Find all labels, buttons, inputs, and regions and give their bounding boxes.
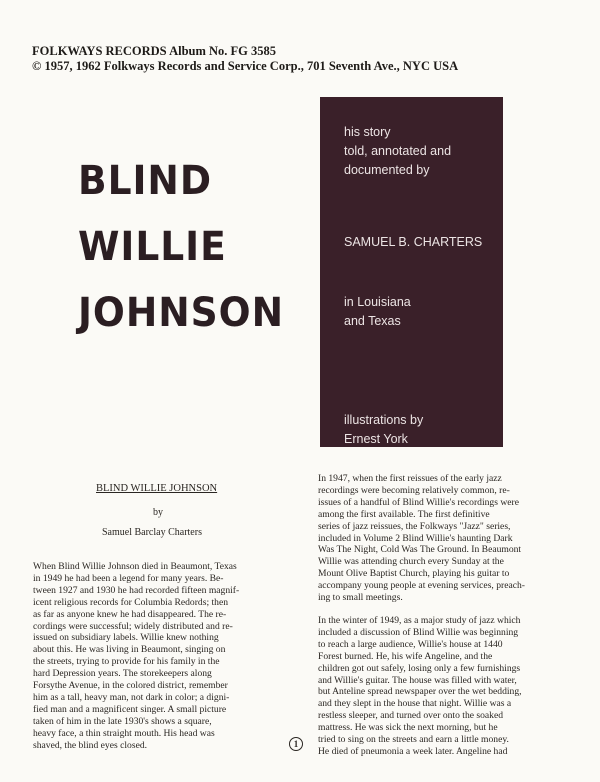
text-line: Forsythe Avenue, in the colored district, remember (33, 680, 228, 692)
text-line: the streets, trying to provide for his family in the (33, 656, 220, 668)
text-line: cordings were successful; widely distributed and re- (33, 620, 233, 632)
text-line: issued on subsidiary labels. Willie knew nothing (33, 632, 219, 644)
text-line: but Anteline spread newspaper over the wet bedding, (318, 686, 522, 698)
right-column (318, 473, 525, 758)
text-line: Willie was attending church every Sunday at the (318, 556, 504, 568)
text-line: issues of a handful of Blind Willie's recordings were (318, 496, 519, 508)
panel-line: told, annotated and (344, 144, 452, 158)
text-line: When Blind Willie Johnson died in Beaumont, Texas (33, 561, 237, 572)
album-catalog-line: FOLKWAYS RECORDS Album No. FG 3585 (32, 44, 277, 58)
text-line: and they slept in the house that night. Willie was a (318, 698, 512, 710)
copyright-line: © 1957, 1962 Folkways Records and Service Corp., 701 Seventh Ave., NYC USA (32, 59, 459, 73)
text-line: fied man and a magnificent singer. A small picture (33, 703, 227, 715)
text-line: among the first available. The first definitive (318, 508, 490, 520)
text-line: restless sleeper, and turned over onto the soaked (318, 710, 504, 722)
panel-story-credit (344, 123, 451, 180)
panel-illustrations (344, 411, 423, 449)
article-author: Samuel Barclay Charters (102, 527, 202, 538)
left-column (33, 561, 239, 752)
title-line: BLIND (78, 158, 212, 204)
text-line: Forest burned. He, his wife Angeline, and the (318, 650, 493, 662)
panel-line: his story (344, 125, 391, 139)
page-number: 1 (289, 737, 303, 751)
panel-line: illustrations by (344, 413, 424, 427)
text-line: mattress. He was sick the next morning, but he (318, 722, 498, 734)
text-line: tried to sing on the streets and earn a little money. (318, 734, 509, 746)
credits-panel (320, 97, 503, 447)
panel-line: and Texas (344, 314, 401, 328)
text-line: Was The Night, Cold Was The Ground. In Beaumont (318, 544, 522, 556)
text-line: as far as anyone knew he had disappeared. The re- (33, 608, 227, 620)
panel-line: in Louisiana (344, 295, 411, 309)
text-line: children got out safely, losing only a few furnishings (318, 662, 521, 674)
right-paragraph-1 (318, 473, 525, 604)
panel-line: Ernest York (344, 432, 408, 446)
text-line: tween 1927 and 1930 he had recorded fifteen magnif- (33, 584, 240, 596)
title-line: JOHNSON (78, 290, 284, 336)
article-title: BLIND WILLIE JOHNSON (96, 483, 218, 494)
text-line: included in Volume 2 Blind Willie's haunting Dark (318, 532, 513, 544)
text-line: about this. He was living in Beaumont, singing on (33, 644, 226, 656)
title-line: WILLIE (78, 224, 227, 270)
text-line: in 1949 he had been a legend for many years. Be- (33, 572, 224, 584)
album-title (78, 148, 297, 346)
text-line: heavy face, a thin straight mouth. His head was (33, 727, 215, 739)
panel-location (344, 293, 411, 331)
text-line: him as a tall, heavy man, not dark in color; a digni- (33, 691, 230, 703)
text-line: He died of pneumonia a week later. Angeline had (318, 745, 508, 757)
panel-line: documented by (344, 163, 430, 177)
right-paragraph-2 (318, 615, 525, 758)
text-line: taken of him in the late 1930's shows a square, (33, 715, 212, 727)
text-line: Mount Olive Baptist Church, playing his guitar to (318, 568, 510, 580)
text-line: included a discussion of Blind Willie was beginning (318, 626, 519, 638)
panel-author: SAMUEL B. CHARTERS (344, 235, 483, 249)
text-line: icent religious records for Columbia Redords; then (33, 596, 229, 608)
text-line: In 1947, when the first reissues of the early jazz (318, 473, 502, 484)
text-line: shaved, the blind eyes closed. (33, 739, 148, 751)
text-line: In the winter of 1949, as a major study of jazz which (318, 614, 521, 626)
text-line: to reach a large audience, Willie's house at 1440 (318, 638, 503, 650)
article-by: by (153, 507, 163, 518)
text-line: accompany young people at evening services, preach- (318, 580, 525, 592)
text-line: hard Depression years. The storekeepers along (33, 668, 212, 680)
album-header (32, 44, 572, 74)
text-line: ing to small meetings. (318, 592, 403, 604)
text-line: recordings were becoming relatively common, re- (318, 484, 510, 496)
text-line: and Willie's guitar. The house was filled with water, (318, 674, 517, 686)
text-line: series of jazz reissues, the Folkways "Jazz" series, (318, 520, 511, 532)
